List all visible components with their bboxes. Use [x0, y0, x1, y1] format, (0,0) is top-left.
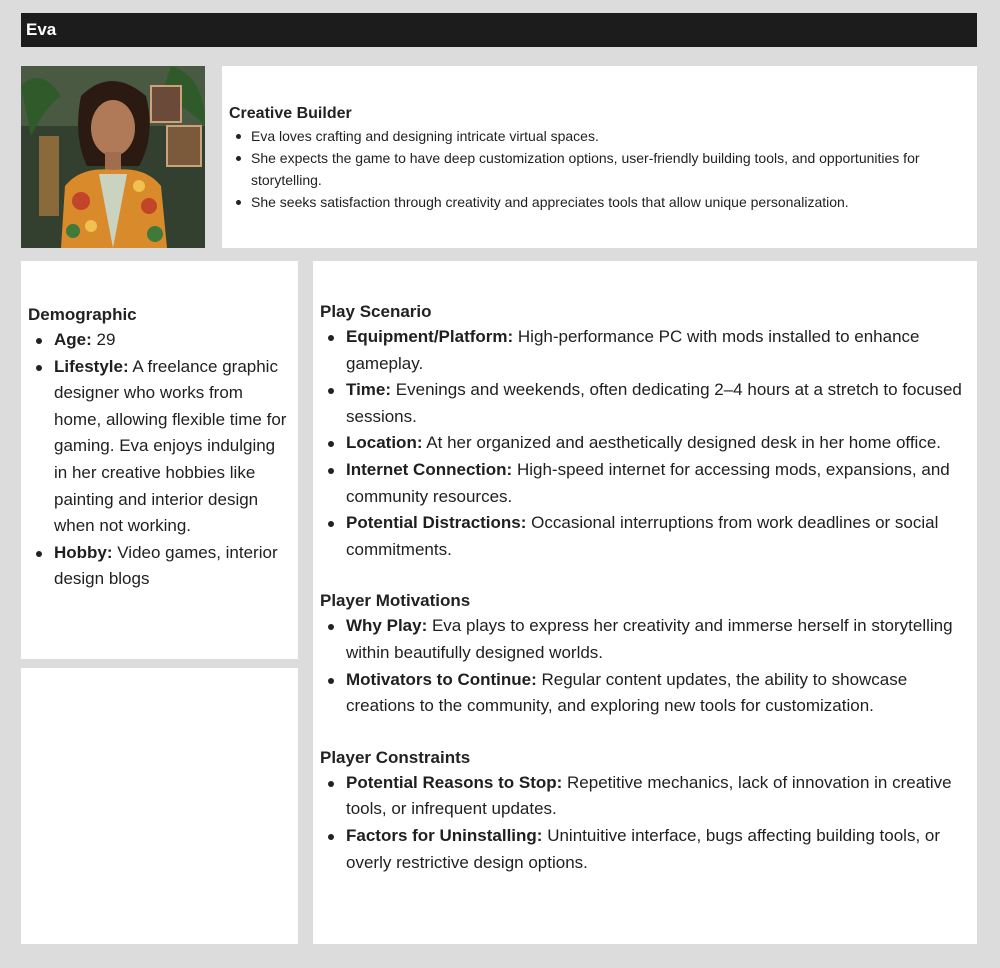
- summary-card: [222, 66, 977, 248]
- list-item: Eva loves crafting and designing intricate virtual spaces.: [251, 125, 977, 147]
- play-scenario-list: [320, 324, 971, 563]
- list-item: [346, 823, 971, 876]
- persona-portrait-image: [21, 66, 205, 248]
- item-text: High-performance PC with mods installed to enhance gameplay.: [346, 327, 920, 373]
- item-text: Unintuitive interface, bugs affecting building tools, or overly restrictive design options.: [346, 825, 941, 872]
- item-label: Factors for Uninstalling:: [346, 825, 543, 845]
- player-constraints-title: Player Constraints: [320, 747, 471, 767]
- item-text: 29: [91, 330, 116, 349]
- player-motivations-section: [320, 589, 971, 719]
- persona-avatar: [21, 66, 205, 248]
- player-motivations-list: [320, 613, 971, 719]
- item-text: Video games, interior design blogs: [54, 542, 278, 589]
- item-text: Repetitive mechanics, lack of innovation in creative tools, or infrequent updates.: [346, 772, 952, 819]
- empty-card: [21, 668, 298, 944]
- item-label: Location:: [346, 433, 423, 453]
- item-label: Lifestyle:: [54, 356, 129, 376]
- list-item: She seeks satisfaction through creativity and appreciates tools that allow unique personalization.: [251, 191, 977, 213]
- persona-name-header: Eva: [21, 13, 977, 47]
- demographic-title: Demographic: [28, 305, 137, 324]
- item-text: Evenings and weekends, often dedicating 2–4 hours at a stretch to focused sessions.: [346, 380, 962, 426]
- list-item: [346, 377, 971, 430]
- item-label: Potential Reasons to Stop:: [346, 772, 563, 792]
- player-details-card: [313, 261, 977, 944]
- list-item: [346, 510, 971, 563]
- item-label: Potential Distractions:: [346, 513, 527, 533]
- list-item: [346, 667, 971, 720]
- list-item: [54, 354, 290, 540]
- item-label: Internet Connection:: [346, 459, 513, 479]
- list-item: [346, 430, 971, 457]
- demographic-list: [28, 327, 290, 593]
- player-constraints-section: [320, 746, 971, 876]
- item-label: Age:: [54, 330, 92, 349]
- item-label: Hobby:: [54, 542, 113, 562]
- item-label: Motivators to Continue:: [346, 669, 537, 689]
- item-label: Equipment/Platform:: [346, 327, 514, 346]
- item-text: Eva plays to express her creativity and immerse herself in storytelling within beautifully designed worlds.: [346, 616, 953, 662]
- item-text: Occasional interruptions from work deadlines or social commitments.: [346, 513, 939, 559]
- item-label: Why Play:: [346, 616, 428, 636]
- item-label: Time:: [346, 380, 392, 400]
- item-text: At her organized and aesthetically designed desk in her home office.: [422, 433, 942, 453]
- player-motivations-title: Player Motivations: [320, 591, 471, 611]
- summary-title: Creative Builder: [229, 105, 352, 122]
- player-constraints-list: [320, 770, 971, 876]
- play-scenario-section: [320, 300, 971, 563]
- demographic-card: [21, 261, 298, 659]
- list-item: She expects the game to have deep customization options, user-friendly building tools, and opportunities for storytelling.: [251, 147, 977, 191]
- item-text: High-speed internet for accessing mods, expansions, and community resources.: [346, 459, 950, 506]
- list-item: [54, 327, 290, 354]
- item-text: Regular content updates, the ability to showcase creations to the community, and exploring new tools for customization.: [346, 669, 908, 716]
- item-text: A freelance graphic designer who works from home, allowing flexible time for gaming. Eva enjoys indulging in her creative hobbies like painting and interior design when not working.: [54, 356, 287, 536]
- list-item: [346, 457, 971, 510]
- list-item: [54, 540, 290, 593]
- play-scenario-title: Play Scenario: [320, 302, 432, 321]
- summary-list: [229, 125, 977, 213]
- list-item: [346, 324, 971, 377]
- list-item: [346, 770, 971, 823]
- list-item: [346, 613, 971, 666]
